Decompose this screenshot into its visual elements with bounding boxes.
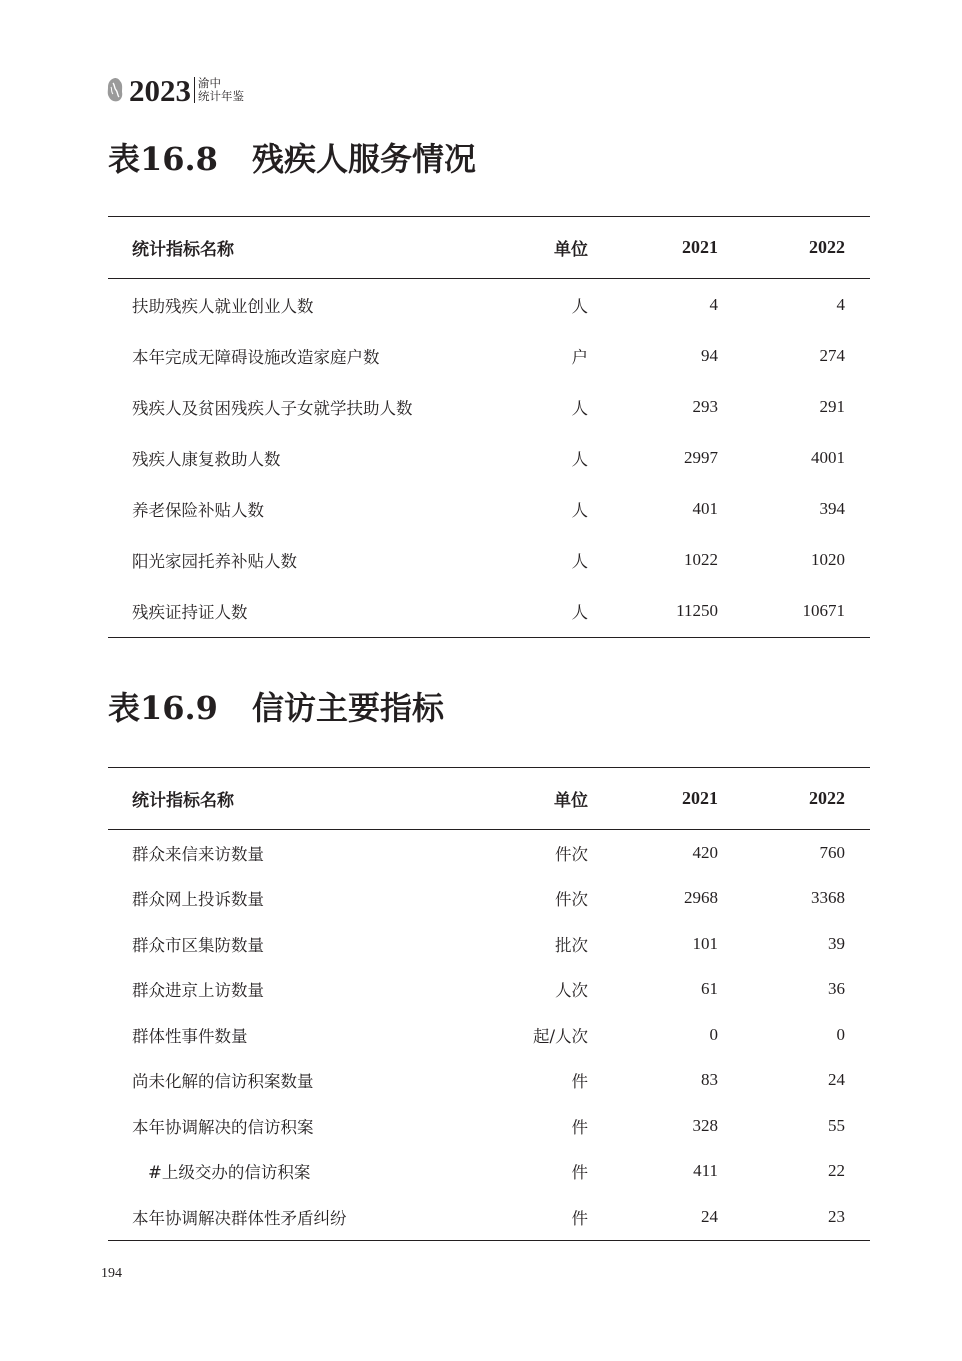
row-unit: 件 (571, 1163, 588, 1183)
row-unit: 人 (571, 398, 588, 418)
table-row (108, 1012, 870, 1058)
row-name: #上级交办的信访积案 (148, 1163, 311, 1183)
table-row (108, 876, 870, 922)
row-value-2021: 11250 (676, 601, 718, 621)
row-value-2022: 55 (828, 1115, 845, 1135)
table-row (108, 330, 870, 381)
table-row (108, 967, 870, 1013)
row-value-2021: 328 (692, 1115, 718, 1135)
row-unit: 人 (571, 552, 588, 572)
row-name: 本年协调解决群体性矛盾纠纷 (132, 1208, 347, 1228)
row-value-2022: 36 (828, 979, 845, 999)
table-16-9-title (108, 689, 444, 727)
table-row (108, 1149, 870, 1195)
row-unit: 起/人次 (532, 1026, 588, 1046)
row-unit: 件次 (555, 890, 588, 910)
logo-divider (194, 77, 195, 103)
table-title-text: 信访主要指标 (251, 689, 444, 727)
row-value-2021: 2997 (684, 447, 718, 467)
yearbook-name (198, 77, 244, 103)
table-row (108, 586, 870, 637)
row-value-2021: 2968 (684, 888, 718, 908)
row-value-2021: 411 (693, 1161, 718, 1181)
table-row (108, 534, 870, 585)
row-value-2021: 83 (701, 1070, 718, 1090)
row-value-2022: 23 (828, 1206, 845, 1226)
row-unit: 户 (571, 347, 588, 367)
column-header-2021: 2021 (682, 788, 718, 808)
column-header-name: 统计指标名称 (132, 791, 234, 811)
row-name: 群众来信来访数量 (132, 844, 264, 864)
row-value-2022: 3368 (811, 888, 845, 908)
row-name: 本年完成无障碍设施改造家庭户数 (132, 347, 380, 367)
table-row (108, 483, 870, 534)
table-row (108, 432, 870, 483)
table-row (108, 1103, 870, 1149)
row-name: 群众网上投诉数量 (132, 890, 264, 910)
row-value-2021: 401 (692, 498, 718, 518)
table-body (108, 279, 870, 637)
row-unit: 人次 (555, 981, 588, 1001)
row-value-2022: 0 (836, 1024, 845, 1044)
row-value-2021: 101 (692, 933, 718, 953)
table-number: 表16.8 (108, 140, 218, 178)
column-header-2022: 2022 (809, 237, 845, 257)
row-name: 残疾人及贫困残疾人子女就学扶助人数 (132, 398, 413, 418)
row-value-2022: 4001 (811, 447, 845, 467)
table-row (108, 921, 870, 967)
row-value-2022: 24 (828, 1070, 845, 1090)
row-unit: 批次 (555, 935, 588, 955)
row-unit: 人 (571, 500, 588, 520)
yearbook-logo (106, 74, 244, 106)
row-name: 扶助残疾人就业创业人数 (132, 296, 314, 316)
table-16-9 (108, 767, 870, 1241)
row-unit: 人 (571, 603, 588, 623)
row-unit: 人 (571, 449, 588, 469)
row-value-2022: 1020 (811, 550, 845, 570)
row-value-2022: 4 (836, 294, 845, 314)
table-header-row (108, 217, 870, 279)
table-16-8-title (108, 140, 476, 178)
row-unit: 件次 (555, 844, 588, 864)
row-value-2021: 293 (692, 396, 718, 416)
column-header-name: 统计指标名称 (132, 240, 234, 260)
table-header-row (108, 768, 870, 830)
row-value-2021: 1022 (684, 550, 718, 570)
row-value-2022: 760 (819, 842, 845, 862)
row-unit: 件 (571, 1072, 588, 1092)
row-value-2022: 394 (819, 498, 845, 518)
row-name: 养老保险补贴人数 (132, 500, 264, 520)
row-unit: 件 (571, 1208, 588, 1228)
row-value-2022: 22 (828, 1161, 845, 1181)
table-title-text: 残疾人服务情况 (251, 140, 476, 178)
row-name: 残疾人康复救助人数 (132, 449, 281, 469)
row-value-2021: 0 (709, 1024, 718, 1044)
yearbook-district: 渝中 (198, 76, 221, 90)
page-number: 194 (101, 1266, 122, 1281)
column-header-unit: 单位 (554, 791, 588, 811)
yearbook-emblem-icon (106, 77, 124, 103)
column-header-2022: 2022 (809, 788, 845, 808)
yearbook-year: 2023 (129, 72, 191, 108)
row-value-2022: 39 (828, 933, 845, 953)
row-value-2022: 274 (819, 345, 845, 365)
column-header-2021: 2021 (682, 237, 718, 257)
row-name: 尚未化解的信访积案数量 (132, 1072, 314, 1092)
column-header-unit: 单位 (554, 240, 588, 260)
yearbook-book: 统计年鉴 (198, 89, 244, 103)
row-name: 群体性事件数量 (132, 1026, 248, 1046)
row-name: 群众进京上访数量 (132, 981, 264, 1001)
row-value-2021: 94 (701, 345, 718, 365)
table-row (108, 381, 870, 432)
row-value-2021: 24 (701, 1206, 718, 1226)
table-body (108, 830, 870, 1240)
table-row (108, 830, 870, 876)
row-name: 阳光家园托养补贴人数 (132, 552, 297, 572)
table-number: 表16.9 (108, 689, 218, 727)
row-value-2021: 61 (701, 979, 718, 999)
table-row (108, 279, 870, 330)
row-unit: 人 (571, 296, 588, 316)
row-name: 本年协调解决的信访积案 (132, 1117, 314, 1137)
row-unit: 件 (571, 1117, 588, 1137)
table-16-8 (108, 216, 870, 638)
row-value-2022: 291 (819, 396, 845, 416)
row-value-2021: 4 (709, 294, 718, 314)
table-row (108, 1058, 870, 1104)
row-name: 残疾证持证人数 (132, 603, 248, 623)
table-row (108, 1194, 870, 1240)
row-value-2021: 420 (692, 842, 718, 862)
row-name: 群众市区集防数量 (132, 935, 264, 955)
row-value-2022: 10671 (802, 601, 845, 621)
